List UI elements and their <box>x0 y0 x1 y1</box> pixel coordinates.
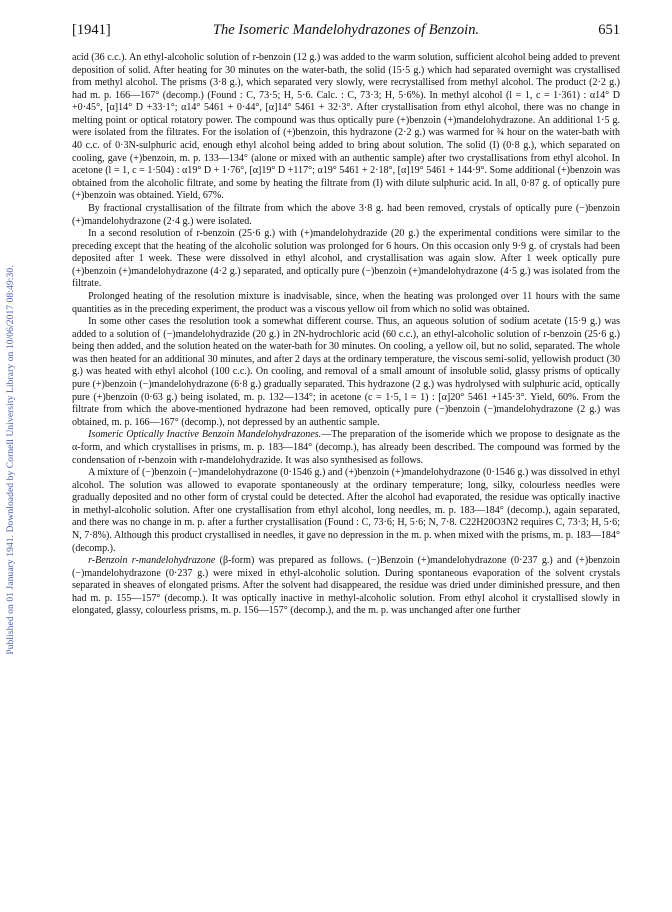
paragraph <box>72 429 620 467</box>
running-header <box>72 22 620 42</box>
text-run: Prolonged heating of the resolution mixture is inadvisable, since, when the heating was prolonged over 11 hours with the same quantities as in the preceding experiment, the product was a viscous yellow oil from which no solid was obtained. <box>72 290 620 315</box>
paragraph <box>72 467 620 555</box>
body-text <box>72 52 620 618</box>
paragraph <box>72 555 620 618</box>
italic-run: Isomeric Optically Inactive Benzoin Mandelohydrazones. <box>88 429 322 441</box>
paragraph <box>72 52 620 203</box>
text-run: By fractional crystallisation of the filtrate from which the above 3·8 g. had been removed, crystals of optically pure (−)benzoin (+)mandelohydrazone (2·4 g.) were isolated. <box>72 202 620 227</box>
header-year: [1941] <box>72 22 111 38</box>
text-run: acid (36 c.c.). An ethyl-alcoholic solution of r-benzoin (12 g.) was added to the warm solution, sufficient alcohol being added to prevent deposition of solid. After heating for 30 minutes on the water-bath, the solid (15·5 g.) which had separated overnight was crystallised from methyl alcohol. The prisms (3·8 g.), which separated very slowly, were recrystallised from methyl alcohol. The product (2·2 g.) had m. p. 166—167° (decomp.) (Found : C, 73·5; H, 5·6. Calc. : C, 73·3; H, 5·6%). In methyl alcohol (l = 1, c = 1·361) : α14° D +0·45°, [α]14° D +33·1°; α14° 5461 + 0·44°, [α]14° 5461 + 32·3°. After crystallisation from ethyl alcohol, there was no change in melting point or optical rotatory power. The compound was thus optically pure (+)benzoin (+)mandelohydrazone. An additional 1·5 g. were isolated from the filtrates. For the isolation of (+)benzoin, this hydrazone (2·2 g.) was warmed for ¾ hour on the water-bath with 40 c.c. of 0·3N-sulphuric acid, enough ethyl alcohol being added to bring about solution. The solid (I) (0·8 g.), which separated on cooling, gave (+)benzoin, m. p. 133—134° (alone or mixed with an authentic sample) after two crystallisations from ethyl alcohol. In acetone (l = 1, c = 1·504) : α19° D + 1·76°, [α]19° D +117°; α19° 5461 + 2·18°, [α]19° 5461 + 144·9°. Some additional (+)benzoin was obtained from the alcoholic filtrate, and some by heating the filtrate from (I) with dilute sulphuric acid. In all, 0·87 g. of optically pure (+)benzoin was obtained. Yield, 67%. <box>72 52 620 202</box>
paragraph <box>72 203 620 228</box>
text-run: A mixture of (−)benzoin (−)mandelohydrazone (0·1546 g.) and (+)benzoin (+)mandelohydrazone (0·1546 g.) was dissolved in ethyl alcohol. The solution was allowed to evaporate spontaneously at the ordinary temperature; long, silky, colourless needles were gradually deposited and no other form of crystal could be detected. After the alcohol had evaporated, the residue was optically inactive in methyl-alcoholic solution. After one crystallisation from ethyl alcohol, long needles, m. p. 183—184° (decomp.), again separated, and there was no change in m. p. after a further crystallisation (Found : C, 73·6; H, 5·6; N, 7·8. C22H20O3N2 requires C, 73·3; H, 5·6; N, 7·8%). Although this product crystallised in needles, it gave no depression in the m. p. when mixed with the prisms, m. p. 183—184° (decomp.). <box>72 467 620 554</box>
paragraph <box>72 291 620 316</box>
header-title: The Isomeric Mandelohydrazones of Benzoin. <box>212 22 480 38</box>
paragraph <box>72 228 620 291</box>
text-run: (β-form) was prepared as follows. (−)Benzoin (+)mandelohydrazone (0·237 g.) and (+)benzoin (−)mandelohydrazone (0·237 g.) were mixed in ethyl-alcoholic solution. During spontaneous evaporation of the solvent crystals separated in sheaves of elongated prisms. After the solvent had disappeared, the residue was dried under diminished pressure, and then had m. p. 155—157° (decomp.). It was optically inactive in methyl-alcoholic solution. From ethyl alcohol it crystallised slowly in elongated, glassy, colourless prisms, m. p. 156—157° (decomp.), and the m. p. was unchanged after one further <box>72 555 620 617</box>
download-watermark-text: Published on 01 January 1941. Downloaded by Cornell University Library on 10/06/2017 08:49:30. <box>6 265 16 655</box>
text-run: In some other cases the resolution took a somewhat different course. Thus, an aqueous solution of sodium acetate (15·9 g.) was added to a solution of (−)mandelohydrazide (20 g.) in 2N-hydrochloric acid (60 c.c.), an ethyl-alcoholic solution of r-benzoin (25·6 g.) being then added, and the solution heated on the water-bath for 30 minutes. On cooling, a yellow oil, but no solid, separated. The whole was then heated for an additional 30 minutes, and after 2 days at the ordinary temperature, the viscous semi-solid, yellowish product (30 g.) was heated with ethyl alcohol (100 c.c.). On cooling, and removal of a small amount of insoluble solid, glassy prisms of optically pure (+)benzoin (−)mandelohydrazone (6·8 g.) gradually separated. This hydrazone (2 g.) was hydrolysed with sulphuric acid, optically pure (+)benzoin (0·63 g.) being isolated, m. p. 132—134°; in acetone (c = 1·5, l = 1) : [α]20° 5461 +145·3°. Yield, 60%. From the filtrate from which the above-mentioned hydrazone had been removed, optically pure (−)benzoin (−)mandelohydrazone (2 g.) was obtained, m. p. 166—167° (decomp.), not depressed by an authentic sample. <box>72 316 620 428</box>
text-run: —The preparation of the isomeride which we propose to designate as the α-form, and which crystallises in prisms, m. p. 183—184° (decomp.), has already been described. The compound was formed by the condensation of r-benzoin with r-mandelohydrazide. It was also synthesised as follows. <box>72 429 620 466</box>
text-run: In a second resolution of r-benzoin (25·6 g.) with (+)mandelohydrazide (20 g.) the experimental conditions were similar to the preceding except that the heating of the alcoholic solution was prolonged for 6 hours. On this occasion only 9·9 g. of crystals had been deposited after 1 week. These were dissolved in ethyl alcohol, and crystallisation was again slow. After 1 week optically pure (+)benzoin (+)mandelohydrazone (4·2 g.) separated, and optically pure (−)benzoin (+)mandelohydrazone (4·5 g.) was isolated from the filtrate. <box>72 228 620 290</box>
paragraph <box>72 316 620 429</box>
page-number: 651 <box>598 22 620 38</box>
download-watermark <box>4 150 18 770</box>
italic-run: r-Benzoin r-mandelohydrazone <box>88 555 216 567</box>
